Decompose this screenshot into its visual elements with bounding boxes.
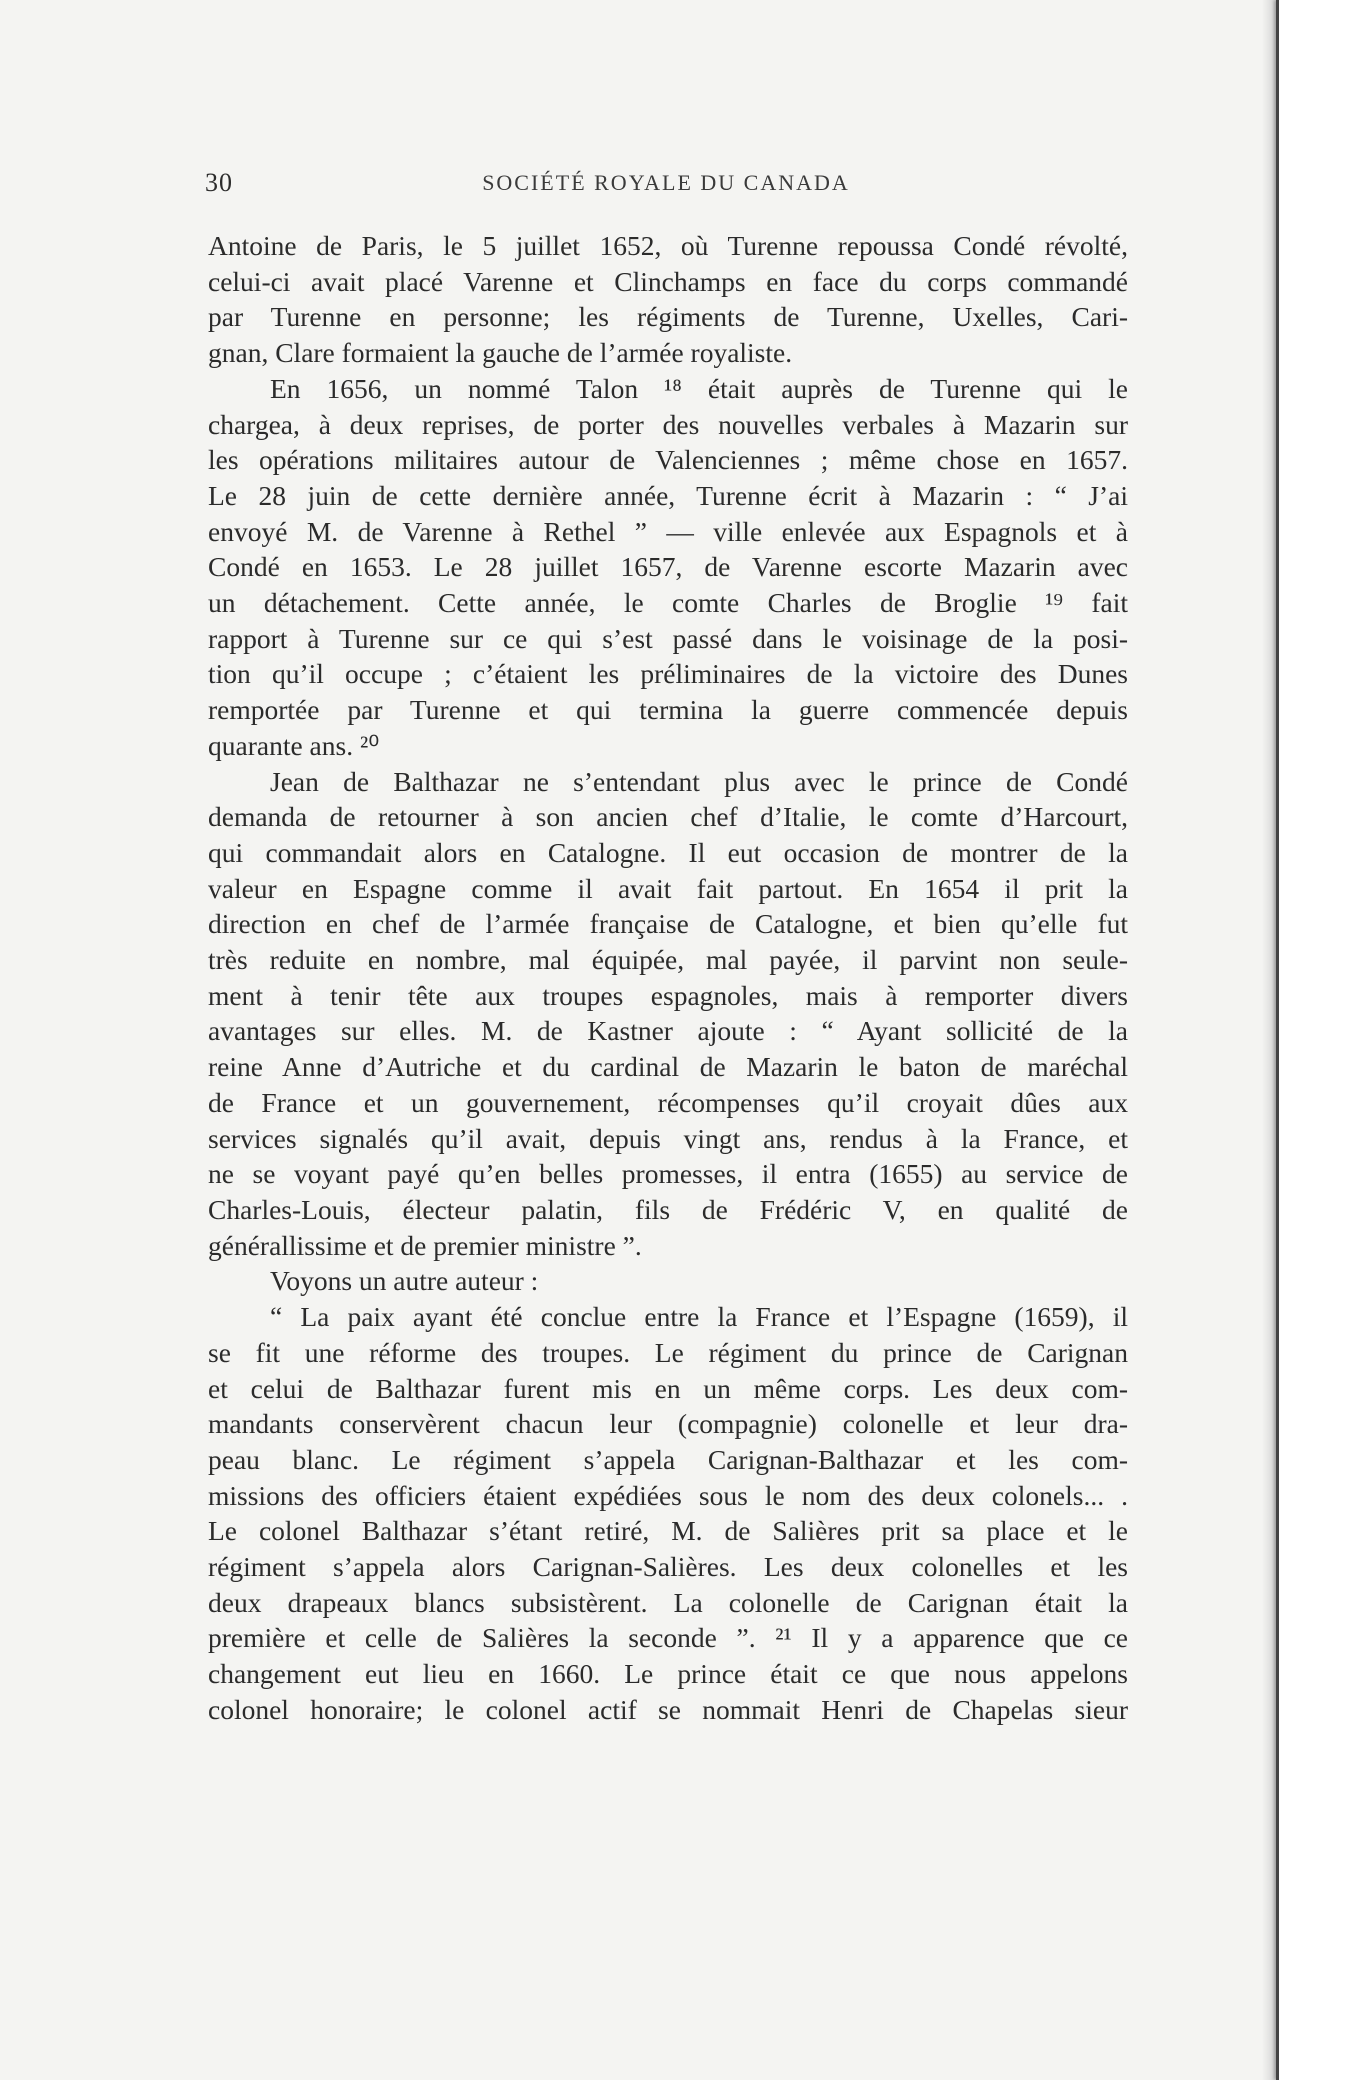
text-line: les opérations militaires autour de Valenciennes ; même chose en 1657. (208, 444, 1128, 476)
text-line: Le colonel Balthazar s’étant retiré, M. de Salières prit sa place et le (208, 1515, 1128, 1547)
paragraph (208, 228, 1128, 371)
page-fold-shadow (1262, 0, 1276, 2080)
text-line: très reduite en nombre, mal équipée, mal payée, il parvint non seule- (208, 944, 1128, 976)
paragraph (208, 1299, 1128, 1727)
text-line: chargea, à deux reprises, de porter des nouvelles verbales à Mazarin sur (208, 408, 1128, 440)
text-line: valeur en Espagne comme il avait fait partout. En 1654 il prit la (208, 872, 1128, 904)
text-line: par Turenne en personne; les régiments de Turenne, Uxelles, Cari- (208, 301, 1128, 333)
text-line: ne se voyant payé qu’en belles promesses, il entra (1655) au service de (208, 1158, 1128, 1190)
text-line: se fit une réforme des troupes. Le régiment du prince de Carignan (208, 1336, 1128, 1368)
text-line: services signalés qu’il avait, depuis vingt ans, rendus à la France, et (208, 1122, 1128, 1154)
text-line: avantages sur elles. M. de Kastner ajoute : “ Ayant sollicité de la (208, 1015, 1128, 1047)
text-line: demanda de retourner à son ancien chef d’Italie, le comte d’Harcourt, (208, 801, 1128, 833)
text-line: régiment s’appela alors Carignan-Salières. Les deux colonelles et les (208, 1551, 1128, 1583)
text-line: reine Anne d’Autriche et du cardinal de Mazarin le baton de maréchal (208, 1051, 1128, 1083)
paragraph (208, 1263, 1128, 1299)
text-line: qui commandait alors en Catalogne. Il eut occasion de montrer de la (208, 836, 1128, 868)
text-line: En 1656, un nommé Talon ¹⁸ était auprès de Turenne qui le (270, 372, 1128, 404)
text-line: celui-ci avait placé Varenne et Clinchamps en face du corps commandé (208, 265, 1128, 297)
body-text (208, 228, 1128, 1728)
text-line: générallissime et de premier ministre ”. (208, 1229, 642, 1261)
text-line: ment à tenir tête aux troupes espagnoles, mais à remporter divers (208, 979, 1128, 1011)
text-line: Voyons un autre auteur : (270, 1265, 539, 1297)
text-line: de France et un gouvernement, récompenses qu’il croyait dûes aux (208, 1086, 1128, 1118)
paragraph (208, 371, 1128, 764)
text-line: “ La paix ayant été conclue entre la France et l’Espagne (1659), il (270, 1301, 1128, 1333)
text-line: Antoine de Paris, le 5 juillet 1652, où Turenne repoussa Condé révolté, (208, 230, 1128, 261)
text-line: missions des officiers étaient expédiées sous le nom des deux colonels... . (208, 1479, 1128, 1511)
text-line: un détachement. Cette année, le comte Charles de Broglie ¹⁹ fait (208, 587, 1128, 619)
page-number: 30 (205, 168, 233, 197)
text-line: mandants conservèrent chacun leur (compagnie) colonelle et leur dra- (208, 1408, 1128, 1440)
text-line: colonel honoraire; le colonel actif se nommait Henri de Chapelas sieur (208, 1693, 1128, 1725)
text-line: Jean de Balthazar ne s’entendant plus avec le prince de Condé (270, 765, 1128, 797)
text-line: changement eut lieu en 1660. Le prince était ce que nous appelons (208, 1658, 1128, 1690)
text-line: direction en chef de l’armée française de Catalogne, et bien qu’elle fut (208, 908, 1128, 940)
page-header (205, 168, 1127, 208)
text-line: Charles-Louis, électeur palatin, fils de Frédéric V, en qualité de (208, 1193, 1128, 1225)
text-line: deux drapeaux blancs subsistèrent. La colonelle de Carignan était la (208, 1586, 1128, 1618)
text-line: quarante ans. ²⁰ (208, 729, 380, 761)
text-line: Le 28 juin de cette dernière année, Turenne écrit à Mazarin : “ J’ai (208, 479, 1128, 511)
text-line: première et celle de Salières la seconde ”. ²¹ Il y a apparence que ce (208, 1622, 1128, 1654)
text-line: gnan, Clare formaient la gauche de l’armée royaliste. (208, 337, 793, 369)
text-line: rapport à Turenne sur ce qui s’est passé dans le voisinage de la posi- (208, 622, 1128, 654)
adjacent-page-edge (1276, 0, 1352, 2080)
text-line: remportée par Turenne et qui termina la guerre commencée depuis (208, 694, 1128, 726)
text-line: tion qu’il occupe ; c’étaient les préliminaires de la victoire des Dunes (208, 658, 1128, 690)
text-line: peau blanc. Le régiment s’appela Carignan-Balthazar et les com- (208, 1443, 1128, 1475)
paragraph (208, 764, 1128, 1264)
text-line: Condé en 1653. Le 28 juillet 1657, de Varenne escorte Mazarin avec (208, 551, 1128, 583)
text-line: et celui de Balthazar furent mis en un même corps. Les deux com- (208, 1372, 1128, 1404)
running-head: SOCIÉTÉ ROYALE DU CANADA (482, 170, 850, 195)
text-line: envoyé M. de Varenne à Rethel ” — ville enlevée aux Espagnols et à (208, 515, 1128, 547)
